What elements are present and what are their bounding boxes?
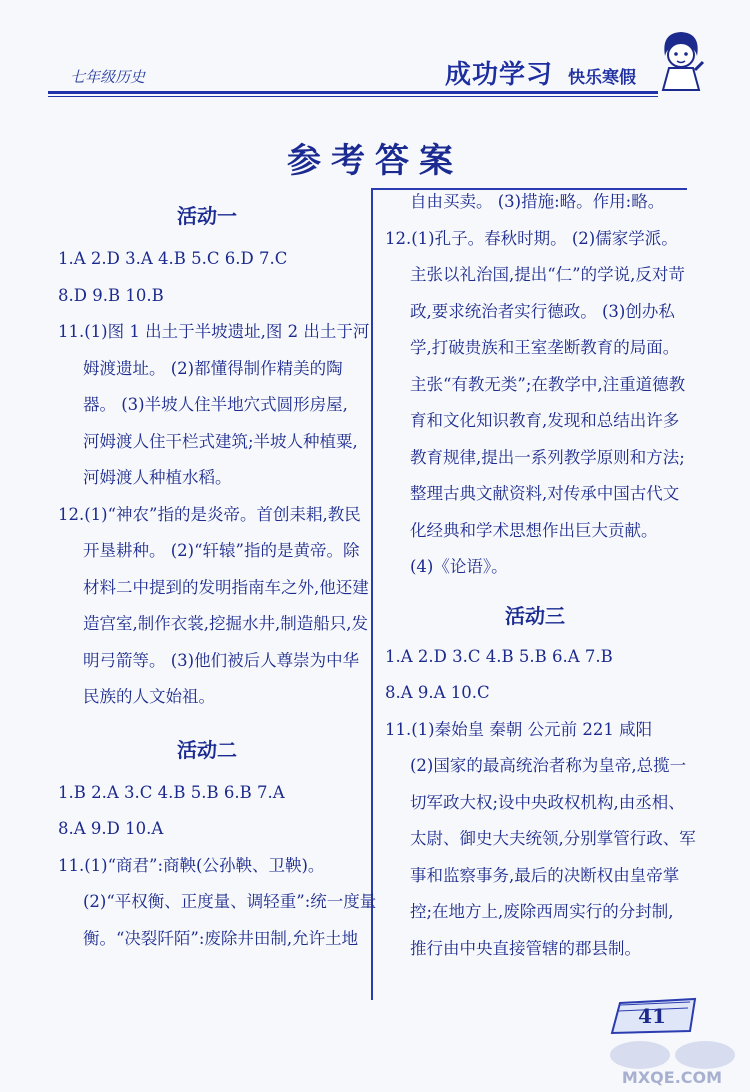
answer-line: 11.(1)图 1 出土于半坡遗址,图 2 出土于河 <box>58 322 370 341</box>
page-header <box>0 0 750 100</box>
answer-line: 11.(1)秦始皇 秦朝 公元前 221 咸阳 <box>385 719 653 739</box>
watermark-text: MXQE.COM <box>621 1068 723 1087</box>
answer-line: 开垦耕种。 (2)“轩辕”指的是黄帝。除 <box>83 541 360 560</box>
page-number: 41 <box>638 1004 666 1028</box>
header-rule-thin <box>48 96 658 97</box>
answer-line: 民族的人文始祖。 <box>83 687 215 706</box>
answer-line: 河姆渡人种植水稻。 <box>83 468 232 487</box>
answer-line: 控;在地方上,废除西周实行的分封制, <box>410 902 674 921</box>
answer-line: 材料二中提到的发明指南车之外,他还建 <box>83 577 369 597</box>
answer-line: 衡。“决裂阡陌”:废除井田制,允许土地 <box>83 928 359 948</box>
watermark-logo <box>600 1035 745 1090</box>
answer-line: 主张以礼治国,提出“仁”的学说,反对苛 <box>410 265 685 284</box>
answer-line: 姆渡遗址。 (2)都懂得制作精美的陶 <box>83 358 343 378</box>
answer-line: 8.A 9.A 10.C <box>385 683 490 702</box>
section-heading-1: 活动一 <box>177 204 237 228</box>
answer-line: 育和文化知识教育,发现和总结出许多 <box>410 411 680 430</box>
answer-line: 11.(1)“商君”:商鞅(公孙鞅、卫鞅)。 <box>58 855 325 875</box>
brand-title: 成功学习 <box>445 60 554 90</box>
answer-line: 8.A 9.D 10.A <box>58 819 164 838</box>
answer-line: 1.A 2.D 3.C 4.B 5.B 6.A 7.B <box>385 646 613 666</box>
answer-line: 整理古典文献资料,对传承中国古代文 <box>410 484 680 503</box>
mascot-girl-icon <box>655 28 705 93</box>
answer-line: 1.B 2.A 3.C 4.B 5.B 6.B 7.A <box>58 782 285 802</box>
answer-line: 推行由中央直接管辖的郡县制。 <box>410 938 641 958</box>
answer-line: 河姆渡人住干栏式建筑;半坡人种植粟, <box>83 431 358 451</box>
answer-line: 8.D 9.B 10.B <box>58 285 164 305</box>
right-column <box>385 190 696 967</box>
section-heading-3: 活动三 <box>505 603 565 628</box>
answer-line: 12.(1)孔子。春秋时期。 (2)儒家学派。 <box>385 228 678 248</box>
answer-line: 自由买卖。 (3)措施:略。作用:略。 <box>410 192 665 211</box>
page-number-badge <box>600 995 700 1035</box>
answer-line: 器。 (3)半坡人住半地穴式圆形房屋, <box>83 395 348 414</box>
answer-line: 造宫室,制作衣裳,挖掘水井,制造船只,发 <box>83 614 368 633</box>
answer-line: 12.(1)“神农”指的是炎帝。首创耒耜,教民 <box>58 504 361 524</box>
answer-line: 太尉、御史大夫统领,分别掌管行政、军 <box>410 829 696 848</box>
answer-line: 学,打破贵族和王室垄断教育的局面。 <box>410 338 680 357</box>
answer-line: 主张“有教无类”;在教学中,注重道德教 <box>410 374 686 394</box>
answer-line: 政,要求统治者实行德政。 (3)创办私 <box>410 301 675 321</box>
header-rule <box>48 91 658 94</box>
answer-line: 事和监察事务,最后的决断权由皇帝掌 <box>410 865 680 885</box>
answer-line: 化经典和学术思想作出巨大贡献。 <box>410 520 658 540</box>
left-column <box>58 190 377 957</box>
subject-handwriting: 七年级历史 <box>70 68 146 86</box>
section-heading-2: 活动二 <box>177 737 237 762</box>
brand-subtitle: 快乐寒假 <box>568 68 636 88</box>
answer-line: (2)国家的最高统治者称为皇帝,总揽一 <box>410 756 687 775</box>
answer-line: 切军政大权;设中央政权机构,由丞相、 <box>410 792 685 812</box>
column-divider <box>371 190 373 1000</box>
answer-line: 教育规律,提出一系列教学原则和方法; <box>410 447 685 467</box>
page-title: 参考答案 <box>287 141 463 181</box>
answer-line: (4)《论语》。 <box>410 557 508 576</box>
answer-line: (2)“平权衡、正度量、调轻重”:统一度量 <box>83 892 377 911</box>
answer-line: 1.A 2.D 3.A 4.B 5.C 6.D 7.C <box>58 249 288 268</box>
answer-line: 明弓箭等。 (3)他们被后人尊崇为中华 <box>83 650 360 670</box>
